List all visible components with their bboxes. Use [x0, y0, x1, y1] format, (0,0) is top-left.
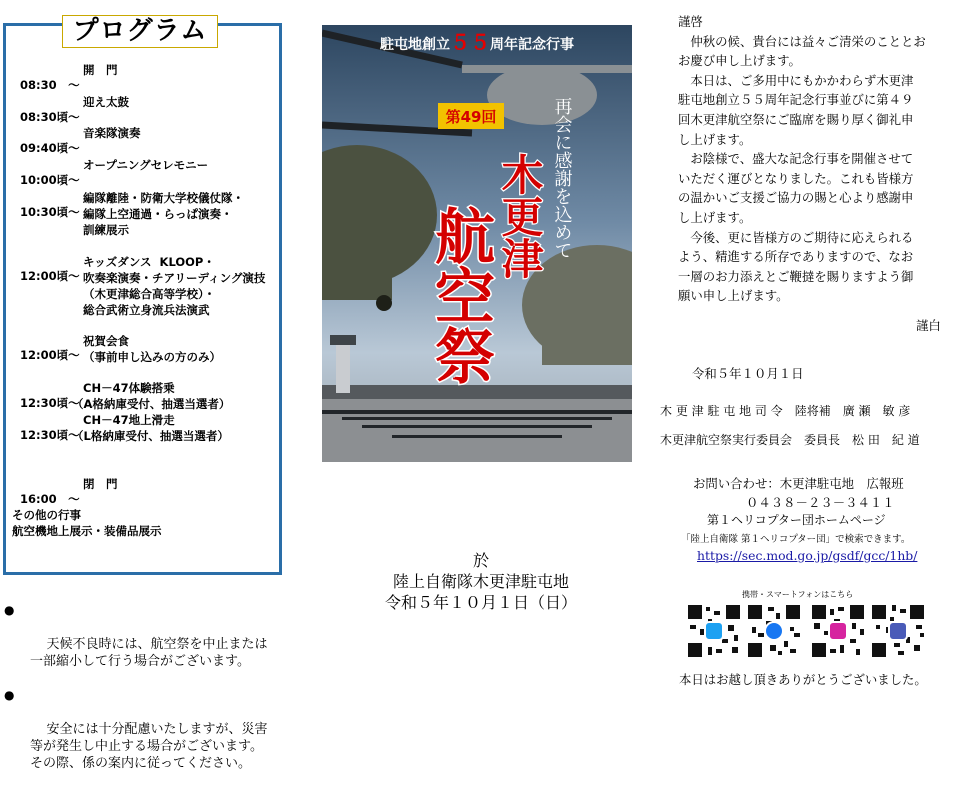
greeting-line: し上げます。 — [678, 209, 752, 225]
mobile-label: 携帯・スマートフォンはこちら — [742, 590, 854, 599]
greeting-line: 願い申し上げます。 — [678, 288, 789, 304]
venue-block — [340, 550, 622, 613]
venue-at: 於 — [472, 551, 489, 570]
program-text: 開 門 — [83, 63, 118, 77]
other-events-title: その他の行事 — [12, 508, 81, 522]
poster-slogan: 再会に感謝を込めて — [551, 97, 573, 259]
note-item — [4, 687, 284, 789]
program-text: CH－47体験搭乗 — [83, 381, 175, 395]
program-item — [12, 254, 266, 317]
youtube-icon — [888, 621, 908, 641]
program-text: 編隊離陸・防衛大学校儀仗隊・ 編隊上空通過・らっぱ演奏・ 訓練展示 — [83, 191, 244, 237]
signer-committee: 木更津航空祭実行委員会 委員長 松 田 紀 道 — [660, 433, 920, 447]
program-time: 12:00頃～ — [20, 348, 80, 362]
greeting-line: お陰様で、盛大な記念行事を開催させて — [678, 151, 914, 167]
program-time: 08:30頃～ — [20, 110, 80, 124]
program-title: プログラム — [62, 15, 218, 48]
program-time: 16:00 ～ — [20, 492, 80, 506]
program-text: 音楽隊演奏 — [83, 126, 141, 140]
greeting-line: お慶び申し上げます。 — [678, 53, 801, 69]
qr-code-instagram[interactable] — [810, 603, 866, 659]
greeting-line: 一層のお力添えとご鞭撻を賜りますよう御 — [678, 268, 914, 284]
program-item — [12, 333, 221, 378]
poster-banner-number: ５５ — [450, 30, 490, 54]
note-text: 安全には十分配慮いたしますが、災害 等が発生し中止する場合がございます。 その際、係の案内に従ってください。 — [30, 722, 268, 771]
qr-code-facebook[interactable] — [746, 603, 802, 659]
poster-title-line1: 木更津 — [495, 153, 545, 279]
greeting-line: 駐屯地創立５５周年記念行事並びに第４９ — [678, 92, 914, 108]
venue-date: 令和５年１０月１日（日） — [384, 593, 577, 612]
note-item — [4, 602, 284, 687]
qr-code-youtube[interactable] — [870, 603, 926, 659]
greeting-line: 本日は、ご多用中にもかかわらず木更津 — [678, 72, 914, 88]
greeting-line: の温かいご支援ご協力の賜と心より感謝申 — [678, 190, 914, 206]
program-text: 祝賀会食 （事前申し込みの方のみ） — [83, 334, 221, 364]
qr-code-twitter[interactable] — [686, 603, 742, 659]
other-events-text: 航空機地上展示・装備品展示 — [12, 524, 162, 538]
note-text: 天候不良時には、航空祭を中止または 一部縮小して行う場合がございます。 — [30, 637, 268, 669]
poster-banner-prefix: 駐屯地創立 — [380, 37, 450, 53]
greeting-line: 回木更津航空祭にご臨席を賜り厚く御礼申 — [678, 111, 914, 127]
signer-commander: 木 更 津 駐 屯 地 司 令 陸将補 廣 瀬 敏 彦 — [660, 404, 911, 418]
homepage-link[interactable]: https://sec.mod.go.jp/gsdf/gcc/1hb/ — [697, 548, 918, 563]
greeting-line: いただく運びとなりました。これも皆様方 — [678, 170, 914, 186]
program-text: 迎え太鼓 — [83, 95, 129, 109]
greeting-line: 今後、更に皆様方のご期待に応えられる — [678, 229, 914, 245]
search-hint: 「陸上自衛隊 第１ヘリコプター団」で検索できます。 — [681, 534, 911, 545]
greeting-line: 謹啓 — [678, 14, 703, 29]
program-text: 閉 門 — [83, 477, 118, 491]
program-time: 12:30頃～ — [20, 396, 80, 410]
venue-place: 陸上自衛隊木更津駐屯地 — [392, 572, 569, 591]
greeting-line: よう、精進する所存でありますので、なお — [678, 249, 914, 265]
program-text: オープニングセレモニー — [83, 158, 209, 172]
program-text: （L格納庫受付、抽選当選者） — [72, 429, 229, 443]
greeting-date: 令和５年１０月１日 — [692, 366, 804, 381]
program-time: 12:30頃～ — [20, 428, 80, 442]
program-time: 10:30頃～ — [20, 205, 80, 219]
facebook-icon — [764, 621, 784, 641]
program-time: 12:00頃～ — [20, 269, 80, 283]
program-time: 08:30 ～ — [20, 78, 80, 92]
bullet-icon: ● — [4, 603, 15, 617]
twitter-icon — [704, 621, 724, 641]
program-time: 10:00頃～ — [20, 173, 80, 187]
program-text: （A格納庫受付、抽選当選者） — [72, 397, 231, 411]
instagram-icon — [828, 621, 848, 641]
poster-banner-suffix: 周年記念行事 — [490, 37, 574, 53]
thanks-message: 本日はお越し頂きありがとうございました。 — [679, 672, 927, 687]
program-text: キッズダンス KLOOP・ 吹奏楽演奏・チアリーディング演技 （木更津総合高等学校）・ 総合武術立身流兵法演武 — [83, 255, 266, 317]
poster-image — [322, 25, 632, 462]
poster-edition: 第49回 — [445, 108, 497, 126]
greeting-line: 仲秋の候、貴台には益々ご清栄のこととお — [678, 33, 926, 49]
program-text: CH－47地上滑走 — [83, 413, 175, 427]
notes — [4, 602, 284, 789]
poster-title-line2: 航空祭 — [425, 205, 495, 385]
greeting-closing: 謹白 — [916, 318, 941, 333]
greeting-letter — [678, 12, 950, 306]
program-time: 09:40頃～ — [20, 141, 80, 155]
program-item — [12, 190, 244, 237]
contact-phone: ０４３８－２３－３４１１ — [746, 495, 895, 510]
greeting-line: し上げます。 — [678, 131, 752, 147]
bullet-icon: ● — [4, 688, 15, 702]
homepage-label: 第１ヘリコプター団ホームページ — [707, 513, 886, 527]
contact-line: お問い合わせ：木更津駐屯地 広報班 — [693, 476, 904, 491]
